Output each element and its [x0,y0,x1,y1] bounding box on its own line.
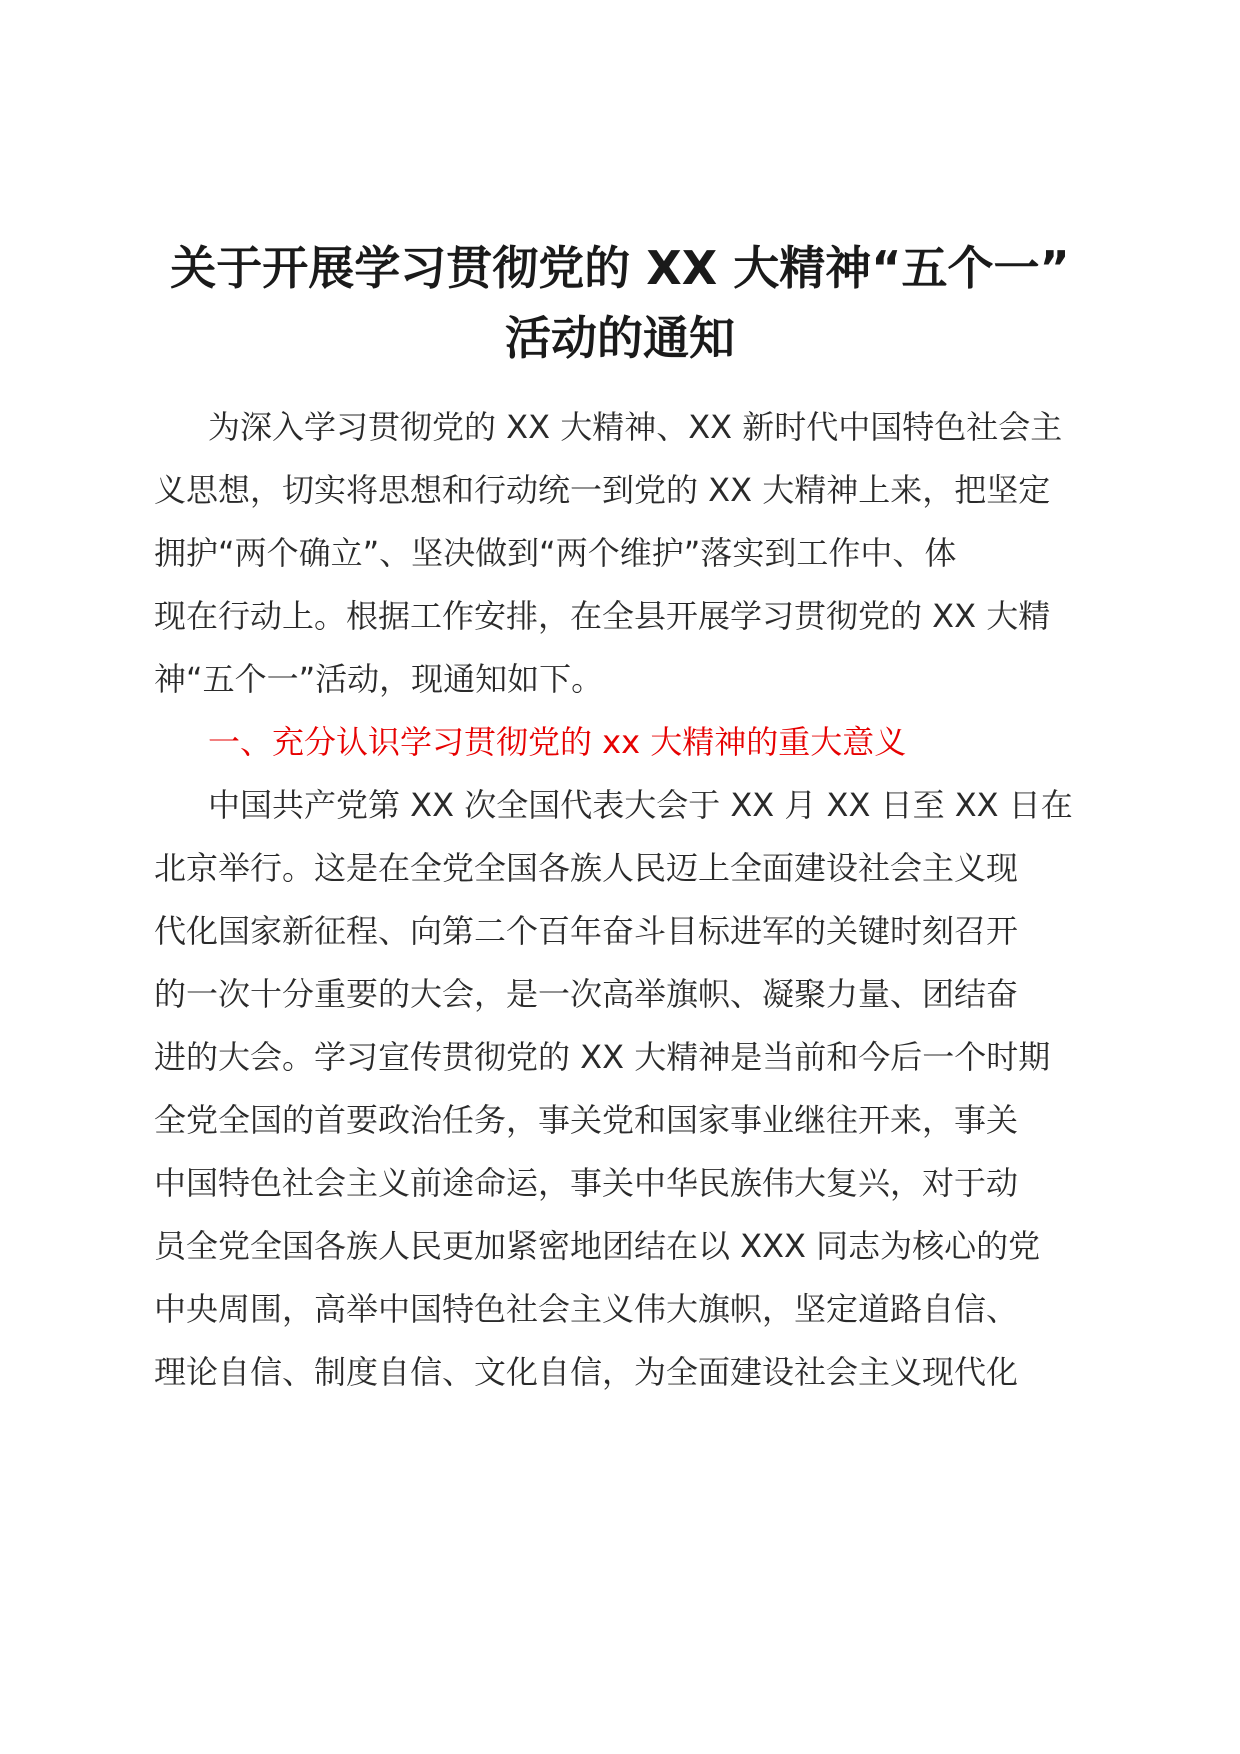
paragraph-line: 现在行动上。根据工作安排，在全县开展学习贯彻党的 XX 大精 [154,597,1051,635]
document-body [154,396,1094,1404]
paragraph-line: 员全党全国各族人民更加紧密地团结在以 XXX 同志为核心的党 [154,1227,1041,1265]
paragraph-line: 北京举行。这是在全党全国各族人民迈上全面建设社会主义现 [154,849,1019,887]
paragraph-line: 神“五个一”活动，现通知如下。 [154,660,604,698]
paragraph-line: 为深入学习贯彻党的 XX 大精神、XX 新时代中国特色社会主 [208,408,1063,446]
document-title-line-1: 关于开展学习贯彻党的 XX 大精神“五个一” [170,241,1070,295]
paragraph-line: 的一次十分重要的大会，是一次高举旗帜、凝聚力量、团结奋 [154,975,1019,1013]
paragraph-line: 中央周围，高举中国特色社会主义伟大旗帜，坚定道路自信、 [154,1290,1019,1328]
paragraph-line: 拥护“两个确立”、坚决做到“两个维护”落实到工作中、体 [154,534,957,572]
paragraph-line: 义思想，切实将思想和行动统一到党的 XX 大精神上来，把坚定 [154,471,1051,509]
section-heading: 一、充分认识学习贯彻党的 xx 大精神的重大意义 [208,723,907,761]
paragraph-line: 进的大会。学习宣传贯彻党的 XX 大精神是当前和今后一个时期 [154,1038,1051,1076]
paragraph-line: 理论自信、制度自信、文化自信，为全面建设社会主义现代化 [154,1353,1019,1391]
paragraph-line: 全党全国的首要政治任务，事关党和国家事业继往开来，事关 [154,1101,1019,1139]
paragraph-intro [154,396,1094,711]
paragraph-significance [154,774,1094,1404]
paragraph-line: 代化国家新征程、向第二个百年奋斗目标进军的关键时刻召开 [154,912,1019,950]
document-title-line-2: 活动的通知 [505,311,735,365]
paragraph-line: 中国特色社会主义前途命运，事关中华民族伟大复兴，对于动 [154,1164,1019,1202]
paragraph-line: 中国共产党第 XX 次全国代表大会于 XX 月 XX 日至 XX 日在 [208,786,1073,824]
